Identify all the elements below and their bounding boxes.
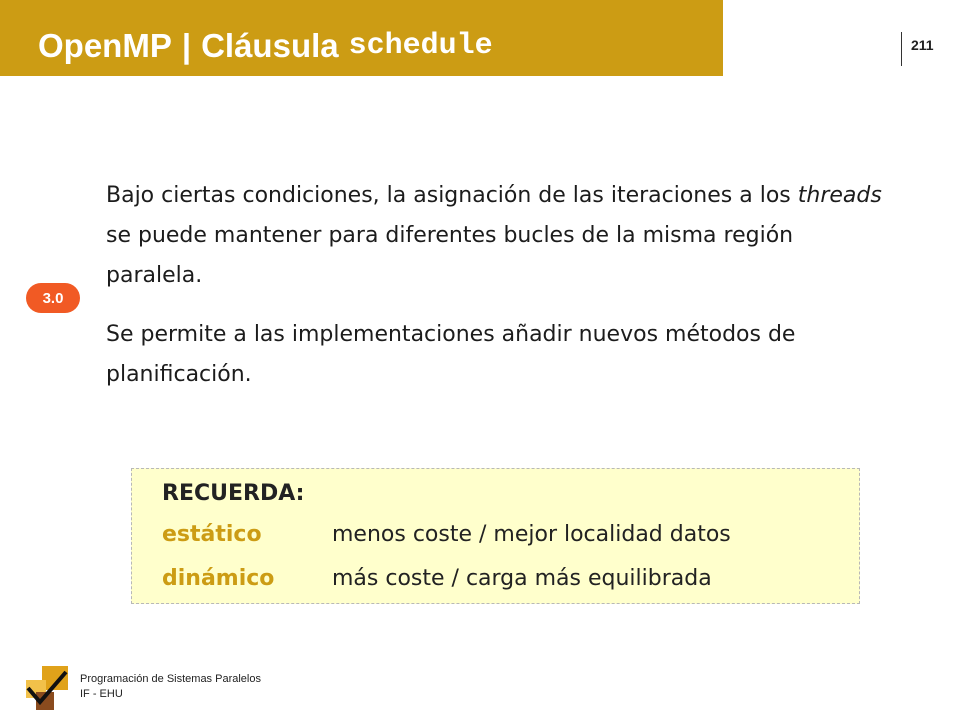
- footer-text: [80, 672, 261, 702]
- title-brand: OpenMP: [38, 27, 172, 64]
- footer-line-1: Programación de Sistemas Paralelos: [80, 673, 261, 685]
- reminder-description: menos coste / mejor localidad datos: [332, 522, 731, 547]
- title-topic-code: schedule: [348, 29, 493, 63]
- page-title: [38, 22, 493, 70]
- reminder-term: dinámico: [162, 566, 275, 591]
- title-topic: Cláusula: [201, 27, 339, 64]
- reminder-term: estático: [162, 522, 262, 547]
- reminder-description: más coste / carga más equilibrada: [332, 566, 712, 591]
- reminder-box: [131, 468, 860, 604]
- reminder-row: [162, 559, 712, 599]
- version-badge: 3.0: [26, 283, 80, 313]
- para1-text-b: se puede mantener para diferentes bucles de la misma región paralela.: [106, 223, 794, 288]
- body-paragraph-2: Se permite a las implementaciones añadir nuevos métodos de planificación.: [106, 322, 796, 387]
- reminder-title: RECUERDA:: [162, 481, 305, 506]
- checkmark-squares-icon: [22, 666, 70, 710]
- para1-emphasis: threads: [797, 183, 882, 208]
- reminder-row: [162, 515, 731, 555]
- para1-text-a: Bajo ciertas condiciones, la asignación de las iteraciones a los: [106, 183, 798, 208]
- footer-line-2: IF - EHU: [80, 688, 123, 700]
- body-paragraph-1: [106, 176, 886, 296]
- title-separator: |: [181, 27, 192, 64]
- page-number: 211: [901, 32, 934, 66]
